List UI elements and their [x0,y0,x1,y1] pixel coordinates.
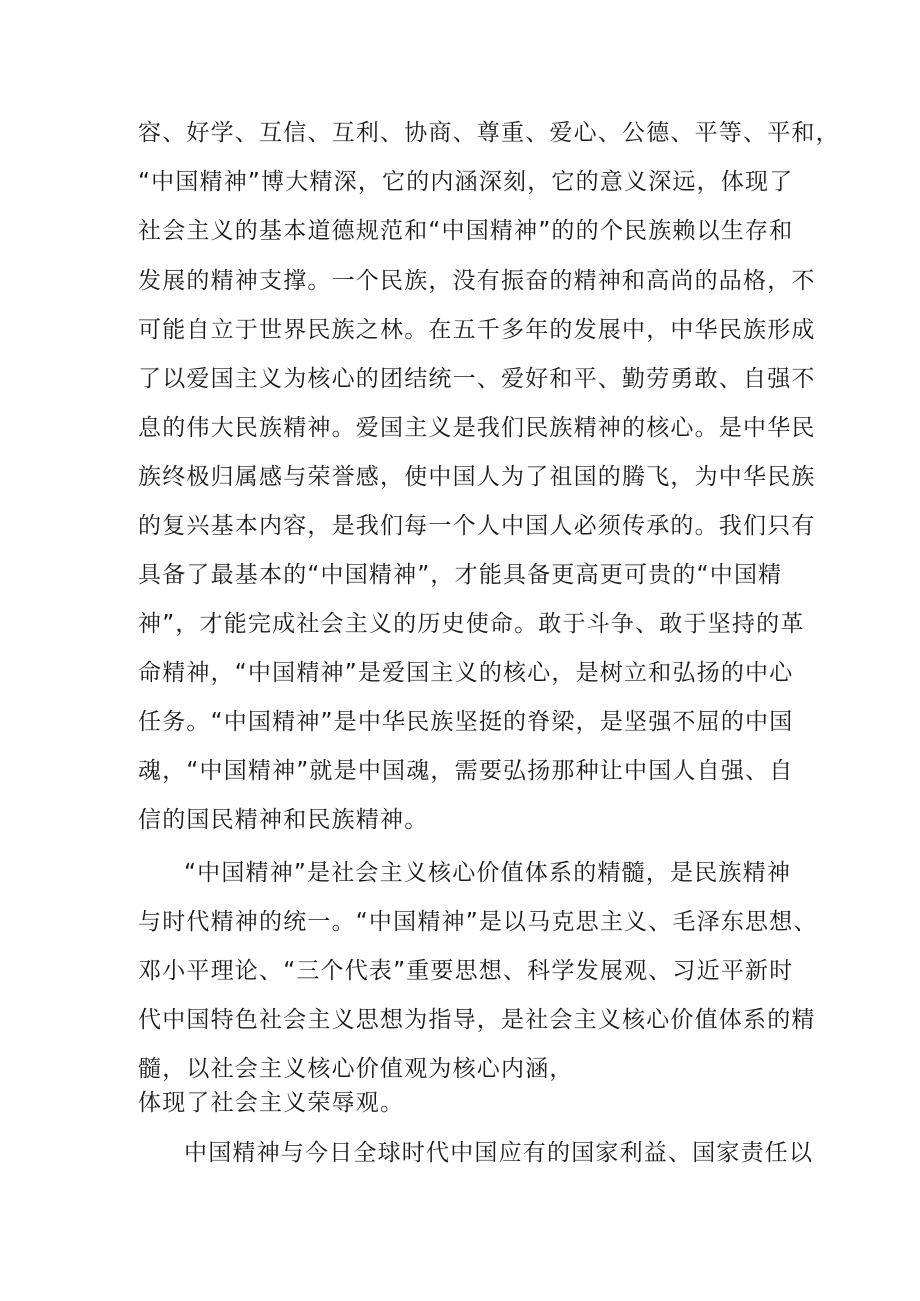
text-line: 族终极归属感与荣誉感，使中国人为了祖国的腾飞，为中华民族 [138,464,816,490]
text-line: 息的伟大民族精神。爱国主义是我们民族精神的核心。是中华民 [138,415,816,441]
text-line: “中国精神”博大精深，它的内涵深刻，它的意义深远，体现了 [138,169,794,195]
text-line: 邓小平理论、“三个代表”重要思想、科学发展观、习近平新时 [138,958,794,984]
text-line: 社会主义的基本道德规范和“中国精神”的的个民族赖以生存和 [138,218,794,244]
text-line: 可能自立于世界民族之林。在五千多年的发展中，中华民族形成 [138,317,816,343]
text-line: 具备了最基本的“中国精神”，才能具备更高更可贵的“中国精 [138,562,783,588]
text-line: 容、好学、互信、互利、协商、尊重、爱心、公德、平等、平和， [138,120,840,146]
text-line: 代中国特色社会主义思想为指导，是社会主义核心价值体系的精 [138,1007,816,1033]
text-line: 发展的精神支撑。一个民族，没有振奋的精神和高尚的品格，不 [138,268,816,294]
text-line: 的复兴基本内容，是我们每一个人中国人必须传承的。我们只有 [138,513,816,539]
text-line: 髓，以社会主义核心价值观为核心内涵， [138,1056,574,1082]
text-line: “中国精神”是社会主义核心价值体系的精髓，是民族精神 [184,860,792,886]
text-line: 中国精神与今日全球时代中国应有的国家利益、国家责任以 [184,1140,814,1166]
text-line: 信的国民精神和民族精神。 [138,807,429,833]
text-line: 魂，“中国精神”就是中国魂，需要弘扬那种让中国人自强、自 [138,758,794,784]
text-line: 体现了社会主义荣辱观。 [138,1090,405,1116]
text-line: 命精神，“中国精神”是爱国主义的核心，是树立和弘扬的中心 [138,660,794,686]
text-line: 神”，才能完成社会主义的历史使命。敢于斗争、敢于坚持的革 [138,611,805,637]
text-line: 与时代精神的统一。“中国精神”是以马克思主义、毛泽东思想、 [138,909,818,935]
text-line: 任务。“中国精神”是中华民族坚挺的脊梁，是坚强不屈的中国 [138,709,794,735]
text-line: 了以爱国主义为核心的团结统一、爱好和平、勤劳勇敢、自强不 [138,366,816,392]
